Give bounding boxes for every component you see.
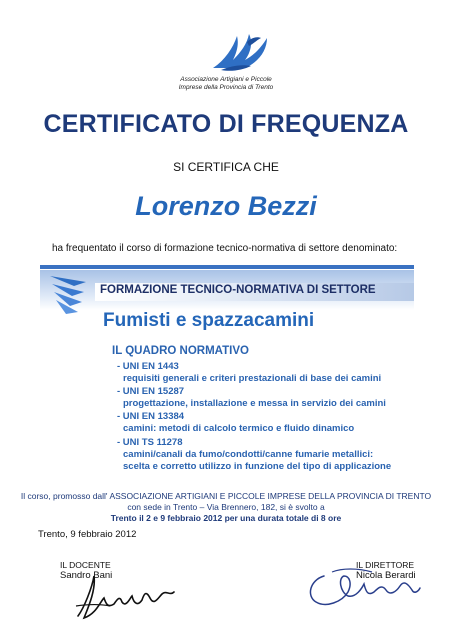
teacher-signature [70, 568, 180, 623]
banner-top-line [40, 265, 414, 269]
norm-description: progettazione, installazione e messa in servizio dei camini [123, 398, 386, 409]
association-name-line1: Associazione Artigiani e Piccole [180, 76, 272, 83]
norm-code: - UNI EN 15287 [117, 386, 185, 397]
director-signature [302, 562, 427, 612]
director-name: Nicola Berardi [356, 570, 416, 581]
director-role: IL DIRETTORE [356, 560, 415, 570]
wing-logo-icon [44, 272, 96, 316]
participant-name: Lorenzo Bezzi [135, 191, 317, 221]
course-name: Fumisti e spazzacamini [103, 310, 315, 331]
course-dates-duration: Trento il 2 e 9 febbraio 2012 per una durata totale di 8 ore [110, 513, 342, 523]
promotion-statement: Il corso, promosso dall' ASSOCIAZIONE ARTIGIANI E PICCOLE IMPRESE DELLA PROVINCIA DI TRENTO [20, 491, 432, 501]
attendance-statement: ha frequentato il corso di formazione tecnico-normativa di settore denominato: [52, 243, 398, 254]
teacher-role: IL DOCENTE [60, 560, 111, 570]
promotion-address: con sede in Trento – Via Brennero, 182, si è svolto a [127, 502, 325, 512]
norm-description: camini/canali da fumo/condotti/canne fumarie metallici: [123, 449, 374, 460]
teacher-name: Sandro Bani [60, 570, 113, 581]
norm-description: camini: metodi di calcolo termico e fluido dinamico [123, 423, 355, 434]
norm-code: - UNI EN 13384 [117, 411, 185, 422]
course-type: FORMAZIONE TECNICO-NORMATIVA DI SETTORE [100, 284, 376, 296]
norm-description: requisiti generali e criteri prestazionali di base dei camini [123, 373, 382, 384]
place-and-date: Trento, 9 febbraio 2012 [38, 529, 137, 540]
regulatory-framework-title: IL QUADRO NORMATIVO [112, 345, 249, 357]
norm-code: - UNI EN 1443 [117, 361, 179, 372]
certificate-title: CERTIFICATO DI FREQUENZA [43, 110, 409, 138]
norm-code: - UNI TS 11278 [117, 437, 183, 448]
association-name-line2: Imprese della Provincia di Trento [178, 84, 274, 91]
norm-description: scelta e corretto utilizzo in funzione del tipo di applicazione [123, 461, 392, 472]
certifies-text: SI CERTIFICA CHE [173, 160, 279, 174]
eagle-logo-icon [207, 30, 273, 74]
